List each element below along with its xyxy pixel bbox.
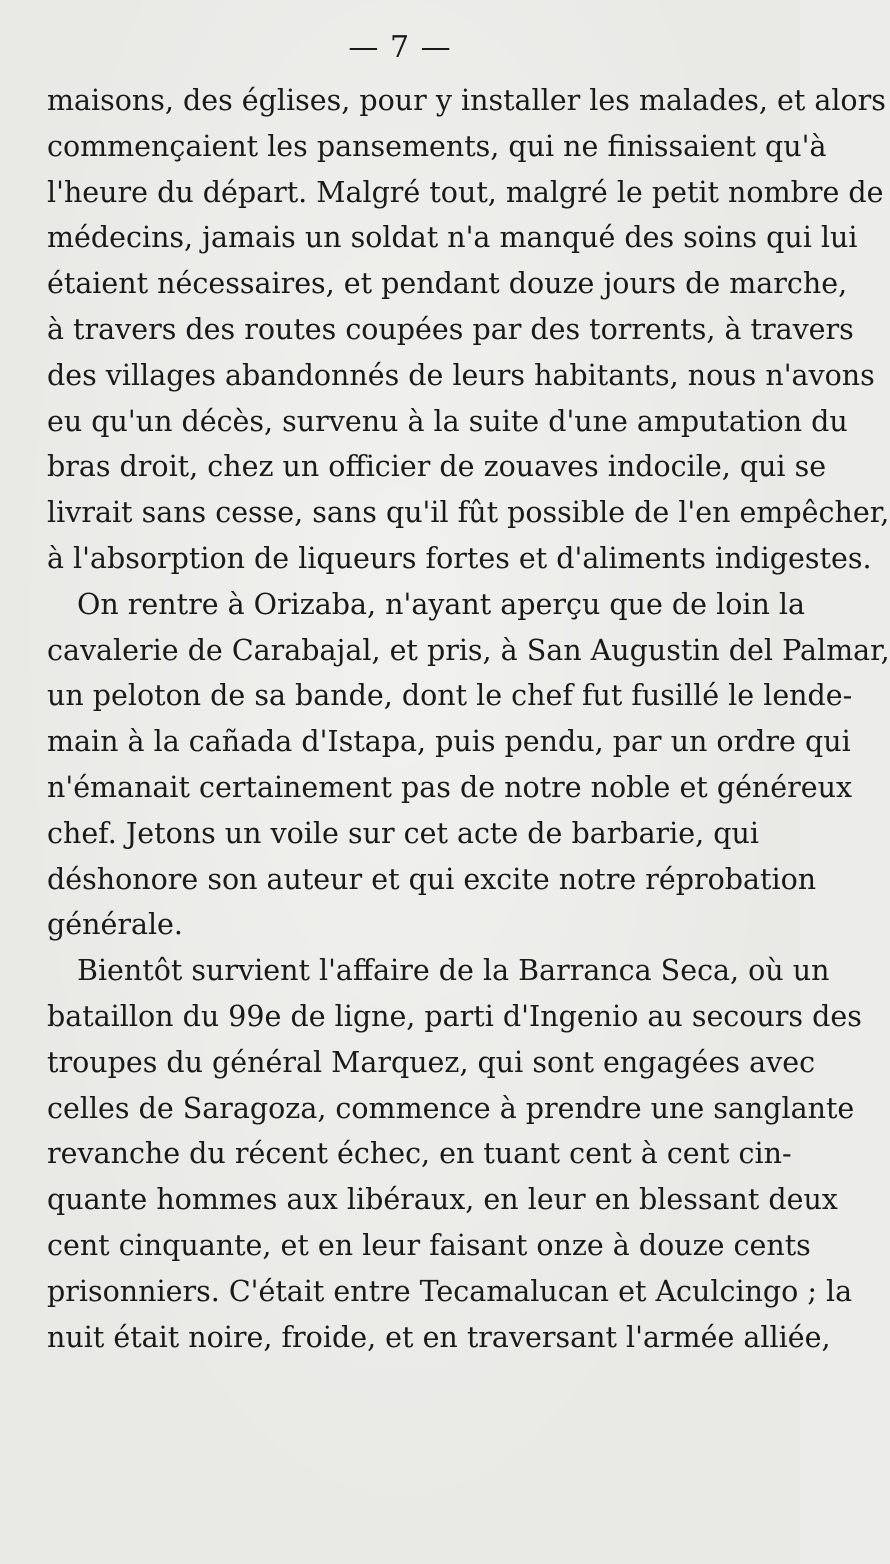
text-line: celles de Saragoza, commence à prendre une sanglante bbox=[47, 1091, 855, 1125]
text-line: étaient nécessaires, et pendant douze jours de marche, bbox=[47, 267, 848, 301]
text-line: maisons, des églises, pour y installer les malades, et alors bbox=[47, 84, 886, 117]
text-line: commençaient les pansements, qui ne finissaient qu'à bbox=[47, 129, 827, 163]
text-line: bras droit, chez un officier de zouaves indocile, qui se bbox=[47, 450, 827, 484]
text-line: déshonore son auteur et qui excite notre réprobation bbox=[47, 862, 817, 896]
text-line: nuit était noire, froide, et en traversant l'armée alliée, bbox=[47, 1320, 831, 1354]
text-line: chef. Jetons un voile sur cet acte de barbarie, qui bbox=[47, 816, 759, 850]
text-line: On rentre à Orizaba, n'ayant aperçu que de loin la bbox=[77, 587, 805, 621]
body-text bbox=[47, 78, 890, 1360]
text-line: troupes du général Marquez, qui sont engagées avec bbox=[47, 1045, 816, 1079]
text-line: revanche du récent échec, en tuant cent à cent cin- bbox=[47, 1137, 792, 1171]
text-line: cavalerie de Carabajal, et pris, à San Augustin del Palmar, bbox=[47, 633, 890, 667]
text-line: cent cinquante, et en leur faisant onze à douze cents bbox=[47, 1228, 811, 1262]
text-line: quante hommes aux libéraux, en leur en blessant deux bbox=[47, 1183, 838, 1217]
text-line: livrait sans cesse, sans qu'il fût possible de l'en empêcher, bbox=[47, 496, 890, 530]
text-line: à l'absorption de liqueurs fortes et d'aliments indigestes. bbox=[47, 541, 872, 575]
text-line: l'heure du départ. Malgré tout, malgré le petit nombre de bbox=[47, 175, 884, 209]
text-line: Bientôt survient l'affaire de la Barranca Seca, où un bbox=[77, 954, 830, 988]
paragraph-2 bbox=[47, 582, 890, 948]
text-line: n'émanait certainement pas de notre noble et généreux bbox=[47, 770, 853, 804]
paragraph-3 bbox=[47, 948, 862, 1360]
text-line: un peloton de sa bande, dont le chef fut fusillé le lende- bbox=[47, 679, 853, 713]
text-line: médecins, jamais un soldat n'a manqué des soins qui lui bbox=[47, 221, 858, 255]
text-line: main à la cañada d'Istapa, puis pendu, par un ordre qui bbox=[47, 725, 851, 759]
page-number: — 7 — bbox=[348, 30, 452, 65]
text-line: prisonniers. C'était entre Tecamalucan et Aculcingo ; la bbox=[47, 1274, 853, 1308]
paragraph-1 bbox=[47, 78, 890, 582]
text-line: à travers des routes coupées par des torrents, à travers bbox=[47, 312, 854, 346]
text-line: générale. bbox=[47, 908, 183, 942]
text-line: eu qu'un décès, survenu à la suite d'une amputation du bbox=[47, 404, 848, 438]
text-line: des villages abandonnés de leurs habitants, nous n'avons bbox=[47, 358, 875, 392]
text-line: bataillon du 99e de ligne, parti d'Ingenio au secours des bbox=[47, 999, 862, 1033]
